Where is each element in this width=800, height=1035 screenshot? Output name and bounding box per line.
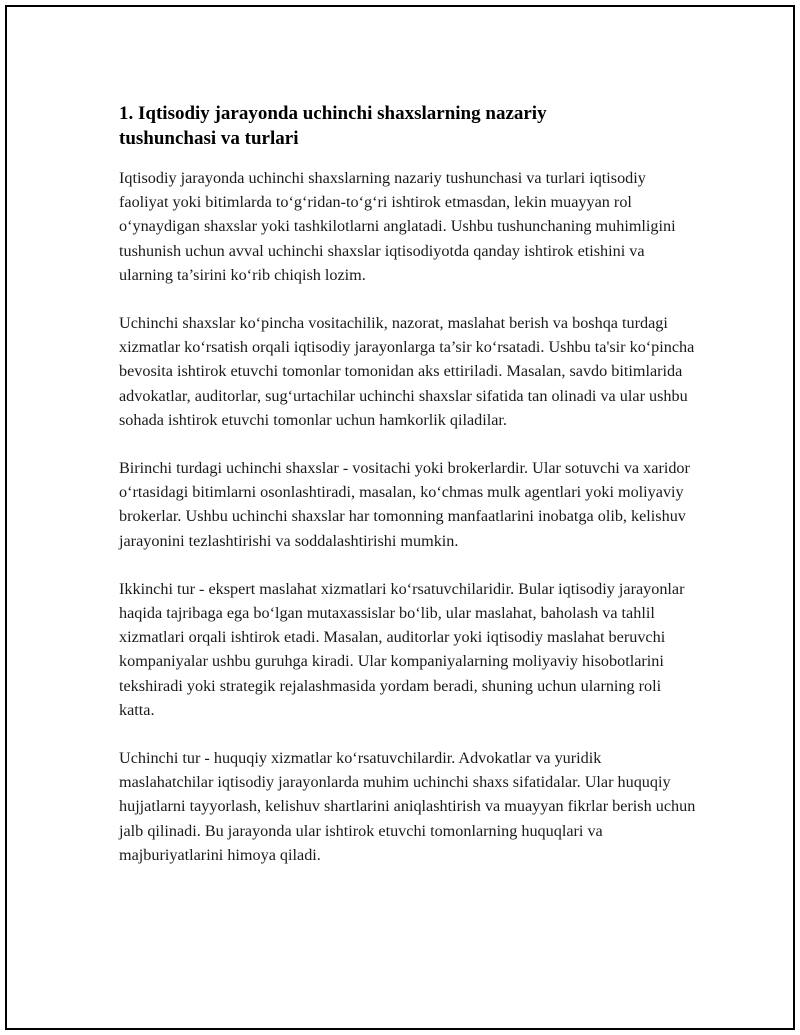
- paragraph-3: Birinchi turdagi uchinchi shaxslar - vositachi yoki brokerlardir. Ular sotuvchi va xaridor o‘rtasidagi bitimlarni osonlashtiradi, masalan, ko‘chmas mulk agentlari yoki moliyaviy brokerlar. Ushbu uchinchi shaxslar har tomonning manfaatlarini inobatga olib, kelishuv jarayonini tezlashtirishi va soddalashtirishi mumkin.: [119, 459, 690, 550]
- paragraph-1: Iqtisodiy jarayonda uchinchi shaxslarning nazariy tushunchasi va turlari iqtisodiy faoliyat yoki bitimlarda to‘g‘ridan-to‘g‘ri ishtirok etmasdan, lekin muayyan rol o‘ynaydigan shaxslar yoki tashkilotlarni anglatadi. Ushbu tushunchaning muhimligini tushunish uchun avval uchinchi shaxslar iqtisodiyotda qanday ishtirok etishini va ularning ta’sirini ko‘rib chiqish lozim.: [119, 169, 676, 284]
- paragraph-2: Uchinchi shaxslar ko‘pincha vositachilik, nazorat, maslahat berish va boshqa turdagi xizmatlar ko‘rsatish orqali iqtisodiy jarayonlarga ta’sir ko‘rsatadi. Ushbu ta'sir ko‘pincha bevosita ishtirok etuvchi tomonlar tomonidan aks ettiriladi. Masalan, savdo bitimlarida advokatlar, auditorlar, sug‘urtachilar uchinchi shaxslar sifatida tan olinadi va ular ushbu sohada ishtirok etuvchi tomonlar uchun hamkorlik qiladilar.: [119, 314, 695, 429]
- heading-line-1: 1. Iqtisodiy jarayonda uchinchi shaxslarning nazariy: [119, 103, 547, 124]
- page-frame: [5, 5, 795, 1030]
- paragraph-4: Ikkinchi tur - ekspert maslahat xizmatlari ko‘rsatuvchilaridir. Bular iqtisodiy jarayonlar haqida tajribaga ega bo‘lgan mutaxassislar bo‘lib, ular maslahat, baholash va tahlil xizmatlari orqali ishtirok etadi. Masalan, auditorlar yoki iqtisodiy maslahat beruvchi kompaniyalar ushbu guruhga kiradi. Ular kompaniyalarning moliyaviy hisobotlarini tekshiradi yoki strategik rejalashmasida yordam beradi, shuning uchun ularning roli katta.: [119, 579, 685, 719]
- paragraph-5: Uchinchi tur - huquqiy xizmatlar ko‘rsatuvchilardir. Advokatlar va yuridik maslahatchilar iqtisodiy jarayonlarda muhim uchinchi shaxs sifatidalar. Ular huquqiy hujjatlarni tayyorlash, kelishuv shartlarini aniqlashtirish va muayyan fikrlar berish uchun jalb qilinadi. Bu jarayonda ular ishtirok etuvchi tomonlarning huquqlari va majburiyatlarini himoya qiladi.: [119, 749, 696, 864]
- heading-line-2: tushunchasi va turlari: [119, 128, 299, 149]
- section-heading: [119, 101, 699, 151]
- document-body: [119, 101, 699, 867]
